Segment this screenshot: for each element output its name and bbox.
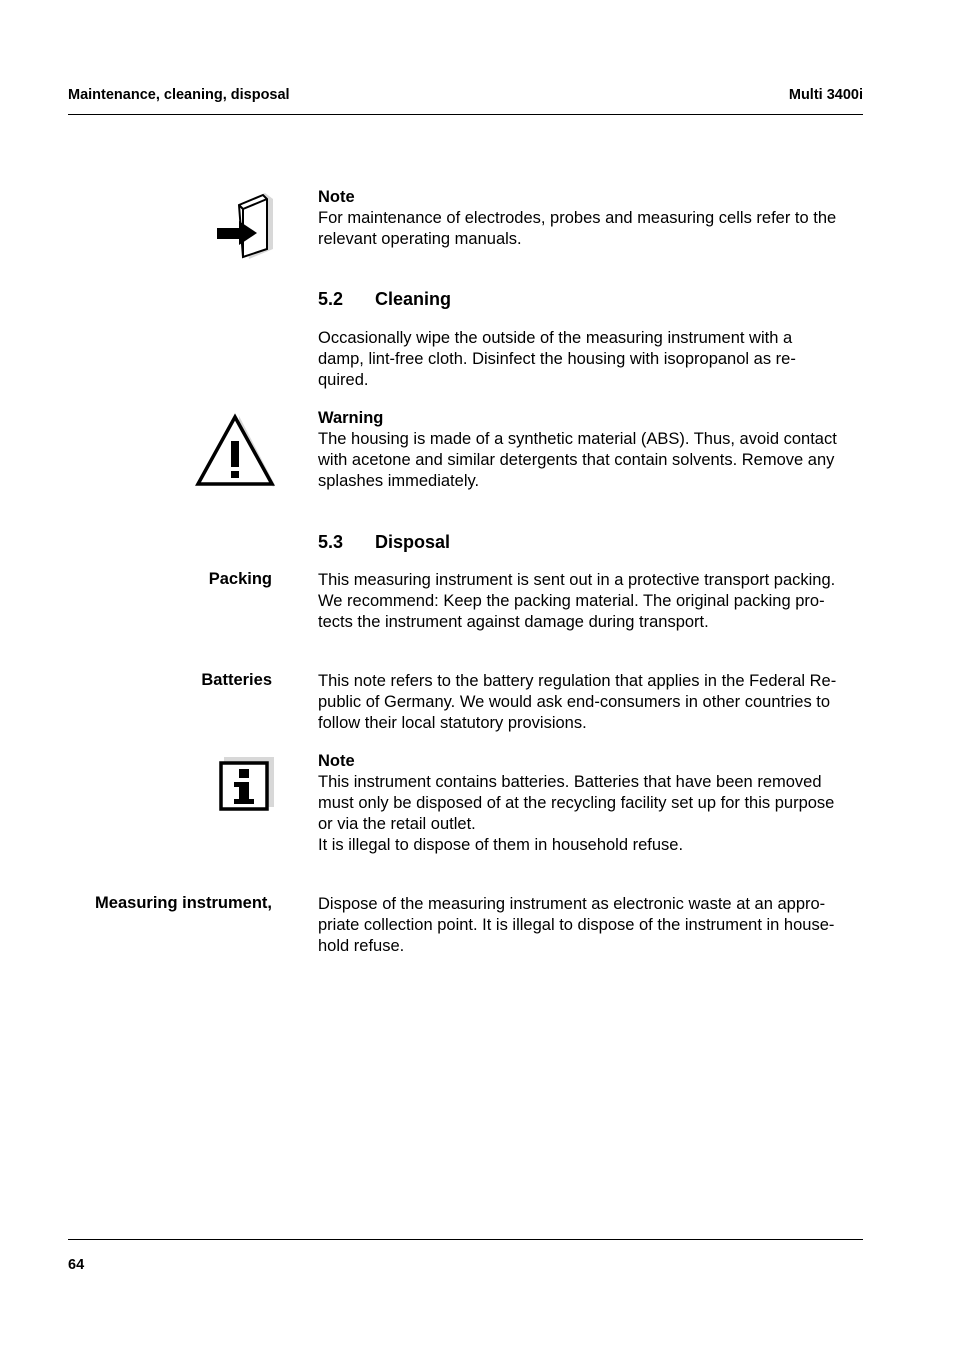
- note-batteries: [318, 751, 866, 856]
- paragraph-line: priate collection point. It is illegal to dispose of the instrument in house-: [318, 916, 835, 934]
- paragraph-line: Dispose of the measuring instrument as electronic waste at an appro-: [318, 895, 826, 913]
- note-maintenance: [318, 187, 866, 250]
- section-heading-cleaning: Cleaning: [375, 289, 452, 309]
- note-line: must only be disposed of at the recycling facility set up for this purpose: [318, 794, 835, 812]
- book-arrow-icon: [215, 193, 275, 259]
- note-line: This instrument contains batteries. Batteries that have been removed: [318, 773, 822, 791]
- packing-paragraph: [318, 570, 866, 633]
- warning-triangle-icon: [195, 413, 275, 488]
- paragraph-line: This measuring instrument is sent out in a protective transport packing.: [318, 571, 836, 589]
- page-number: 64: [68, 1257, 85, 1273]
- note-line: relevant operating manuals.: [318, 230, 522, 248]
- paragraph-line: We recommend: Keep the packing material. The original packing pro-: [318, 592, 825, 610]
- note-line: For maintenance of electrodes, probes and measuring cells refer to the: [318, 209, 837, 227]
- info-icon: [218, 757, 274, 813]
- header-section-title: Maintenance, cleaning, disposal: [68, 87, 290, 103]
- margin-label-packing: Packing: [208, 570, 272, 588]
- measuring-instrument-paragraph: [318, 894, 866, 957]
- warning-line: with acetone and similar detergents that contain solvents. Remove any: [318, 451, 835, 469]
- note-title: Note: [318, 752, 355, 770]
- margin-label-measuring-instrument: Measuring instrument,: [95, 894, 272, 912]
- note-title: Note: [318, 188, 355, 206]
- paragraph-line: follow their local statutory provisions.: [318, 714, 587, 732]
- section-heading-disposal: Disposal: [375, 532, 451, 552]
- header-product-name: Multi 3400i: [788, 87, 863, 103]
- margin-label-batteries: Batteries: [201, 671, 272, 689]
- warning-title: Warning: [318, 409, 384, 427]
- section-number: 5.3: [318, 532, 344, 552]
- paragraph-line: Occasionally wipe the outside of the measuring instrument with a: [318, 329, 793, 347]
- warning-line: The housing is made of a synthetic material (ABS). Thus, avoid contact: [318, 430, 837, 448]
- footer-rule: [68, 1239, 863, 1240]
- note-line: It is illegal to dispose of them in household refuse.: [318, 836, 684, 854]
- batteries-paragraph: [318, 671, 866, 734]
- warning-block: [318, 408, 866, 492]
- paragraph-line: damp, lint-free cloth. Disinfect the housing with isopropanol as re-: [318, 350, 796, 368]
- paragraph-line: public of Germany. We would ask end-consumers in other countries to: [318, 693, 831, 711]
- warning-line: splashes immediately.: [318, 472, 480, 490]
- section-number: 5.2: [318, 289, 344, 309]
- note-line: or via the retail outlet.: [318, 815, 476, 833]
- cleaning-paragraph: [318, 328, 866, 391]
- header-rule: [68, 114, 863, 115]
- paragraph-line: quired.: [318, 371, 369, 389]
- paragraph-line: tects the instrument against damage during transport.: [318, 613, 709, 631]
- paragraph-line: This note refers to the battery regulation that applies in the Federal Re-: [318, 672, 837, 690]
- paragraph-line: hold refuse.: [318, 937, 405, 955]
